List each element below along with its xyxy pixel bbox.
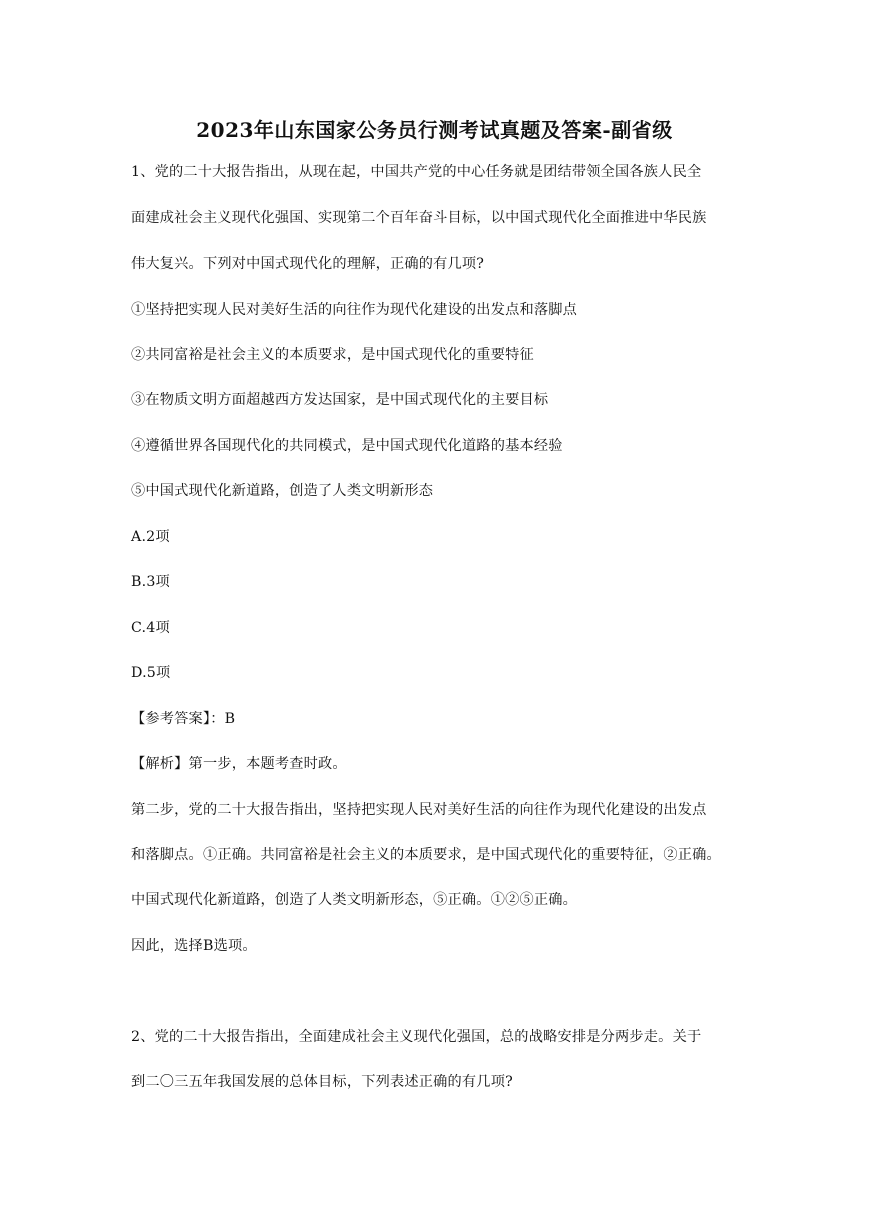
q1-statement: ②共同富裕是社会主义的本质要求，是中国式现代化的重要特征 [131,347,534,363]
q1-option-d: D.5项 [131,665,171,681]
q1-analysis-line: 和落脚点。①正确。共同富裕是社会主义的本质要求，是中国式现代化的重要特征，②正确。 [131,847,721,863]
q1-statement: ⑤中国式现代化新道路，创造了人类文明新形态 [131,483,434,499]
q1-statement: ①坚持把实现人民对美好生活的向往作为现代化建设的出发点和落脚点 [131,302,578,318]
q2-stem-line: 2、党的二十大报告指出，全面建成社会主义现代化强国，总的战略安排是分两步走。关于 [131,1029,702,1045]
q1-statement: ③在物质文明方面超越西方发达国家，是中国式现代化的主要目标 [131,392,549,408]
q1-analysis-line: 中国式现代化新道路，创造了人类文明新形态，⑤正确。①②⑤正确。 [131,892,578,908]
q1-analysis-line: 因此，选择B选项。 [131,938,257,954]
q1-analysis-line: 【解析】第一步，本题考查时政。 [131,756,347,772]
document-title: 2023年山东国家公务员行测考试真题及答案-副省级 [196,118,673,142]
q1-option-c: C.4项 [131,620,170,636]
q1-stem-line: 面建成社会主义现代化强国、实现第二个百年奋斗目标，以中国式现代化全面推进中华民族 [131,210,707,226]
q2-stem-line: 到二〇三五年我国发展的总体目标，下列表述正确的有几项? [131,1074,513,1090]
q1-statement: ④遵循世界各国现代化的共同模式，是中国式现代化道路的基本经验 [131,438,563,454]
q1-stem-line: 伟大复兴。下列对中国式现代化的理解，正确的有几项? [131,256,485,272]
q1-option-a: A.2项 [131,529,170,545]
q1-answer: 【参考答案】：B [131,711,236,727]
q1-option-b: B.3项 [131,574,170,590]
q1-analysis-line: 第二步，党的二十大报告指出，坚持把实现人民对美好生活的向往作为现代化建设的出发点 [131,802,707,818]
q1-stem-line: 1、党的二十大报告指出，从现在起，中国共产党的中心任务就是团结带领全国各族人民全 [131,164,702,180]
